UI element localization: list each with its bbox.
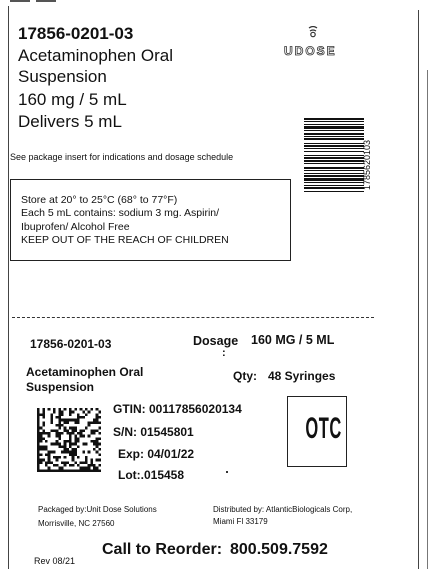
ndc-number: 17856-0201-03 [18,24,134,43]
label-edge-left [8,6,9,569]
serial-number: S/N: 01545801 [113,425,194,439]
ingredients-line: Each 5 mL contains: sodium 3 mg. Aspirin/ [21,207,220,219]
revision-date: Rev 08/21 [34,556,76,566]
distributed-by-line-1: Distributed by: AtlanticBiologicals Corp, [213,505,353,514]
vertical-barcode [304,118,364,214]
order-product-line-2: Suspension [26,380,95,394]
dosage-value: 160 MG / 5 ML [251,333,335,347]
reorder-phone[interactable]: 800.509.7592 [230,541,328,558]
drug-name-line-1: Acetaminophen Oral [18,46,173,65]
distributed-by-line-2: Miami Fl 33179 [213,517,268,526]
order-product-line-1: Acetaminophen Oral [26,365,144,379]
drug-strength: 160 mg / 5 mL [18,90,127,109]
barcode-number: 1785620103 [362,139,372,191]
free-of-line: Ibuprofen/ Alcohol Free [21,221,130,233]
storage-info-box [10,179,291,261]
package-insert-note: See package insert for indications and dosage schedule [10,152,234,162]
label-edge-top-2 [36,0,56,2]
gtin-number: GTIN: 00117856020134 [113,402,242,416]
delivers-volume: Delivers 5 mL [18,112,122,131]
expiration-date: Exp: 04/01/22 [118,447,195,461]
stray-dot [226,471,228,473]
udose-logo: UDOSE [284,44,337,58]
label-edge-right [418,10,419,569]
storage-temperature: Store at 20° to 25°C (68° to 77°F) [21,194,178,206]
udose-logo-icon [306,26,320,38]
packaged-by-line-1: Packaged by:Unit Dose Solutions [38,505,157,514]
packaged-by-line-2: Morrisville, NC 27560 [38,519,115,528]
perforation-line [12,317,374,318]
dosage-colon: : [222,347,226,359]
lot-number: Lot:.015458 [118,468,185,482]
reorder-label: Call to Reorder: [102,541,223,558]
children-warning: KEEP OUT OF THE REACH OF CHILDREN [21,234,229,246]
dosage-label: Dosage [193,334,239,348]
quantity-label: Qty: [233,369,257,383]
drug-name-line-2: Suspension [18,67,107,86]
label-edge-top [10,0,30,2]
order-ndc-number: 17856-0201-03 [30,337,112,351]
label-edge-right-outer [427,70,428,569]
quantity-value: 48 Syringes [268,369,336,383]
datamatrix-code [37,408,101,472]
otc-badge: OTC [305,412,342,445]
